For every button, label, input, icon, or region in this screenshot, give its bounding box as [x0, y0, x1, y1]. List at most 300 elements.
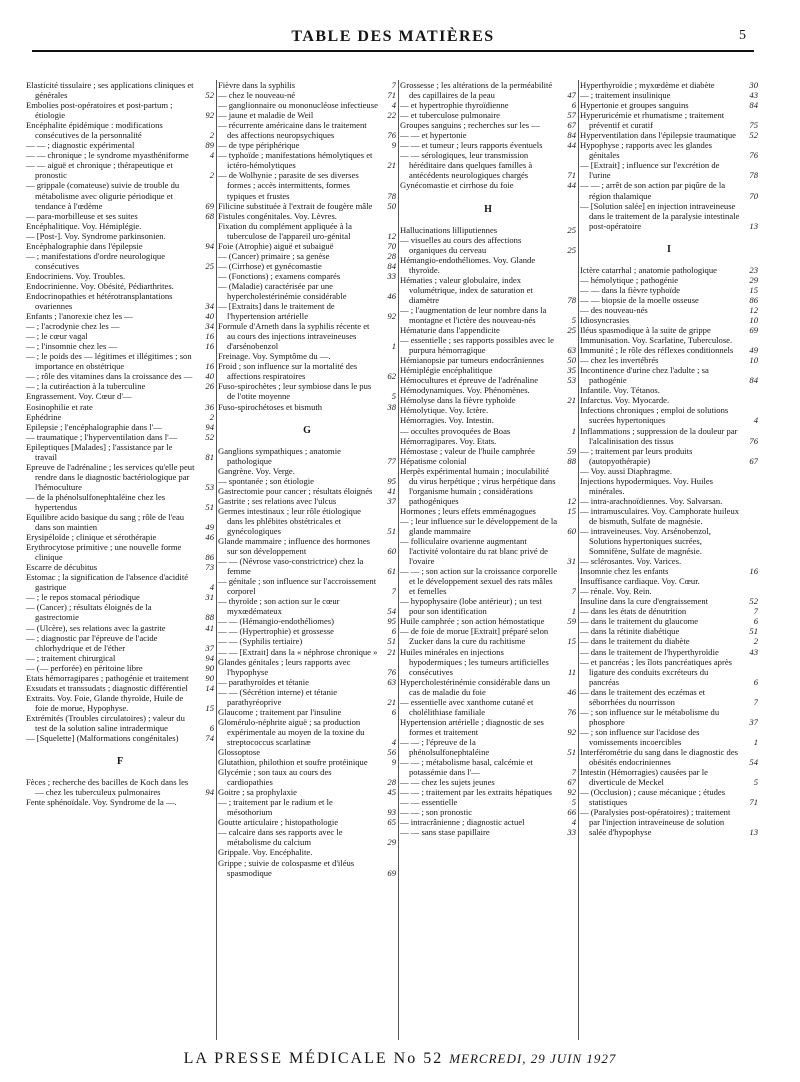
entry-term: — — essentielle — [400, 797, 458, 808]
entry-page-ref: 66 — [567, 807, 576, 818]
entry-term: — — dans la fièvre typhoïde — [580, 284, 680, 295]
entry-term: Hématies ; valeur globulaire, index volumétrique, index de saturation et diamètre — [400, 274, 533, 305]
index-entry — [218, 381, 396, 401]
index-entry — [580, 335, 758, 345]
entry-term: Endocrinienne. Voy. Obésité, Pédiarthrites. — [26, 280, 174, 291]
index-entry — [580, 140, 758, 160]
entry-page-ref: 21 — [387, 160, 396, 171]
entry-page-ref: 90 — [205, 662, 214, 673]
entry-term: Intestin (Hémorragies) causées par le diverticule de Meckel — [580, 767, 708, 788]
entry-term: Hémolytique. Voy. Ictère. — [400, 405, 489, 416]
entry-page-ref: 11 — [568, 666, 576, 677]
entry-page-ref: 44 — [567, 180, 576, 191]
entry-page-ref: 7 — [571, 767, 576, 778]
index-entry — [580, 446, 758, 466]
index-entry — [26, 633, 214, 653]
section-letter: F — [116, 756, 124, 768]
index-entry — [580, 405, 758, 425]
entry-page-ref: 37 — [205, 642, 214, 653]
entry-page-ref: 33 — [387, 270, 396, 281]
index-entry — [580, 130, 758, 140]
entry-page-ref: 2 — [209, 130, 214, 141]
entry-page-ref: 76 — [387, 130, 396, 141]
entry-page-ref: 65 — [387, 817, 396, 828]
entry-term: — — (Sécrétion interne) et tétanie parathyréoprive — [218, 686, 338, 707]
index-entry — [26, 442, 214, 462]
entry-term: — (Cancer) ; résultats éloignés de la gastrectomie — [26, 602, 152, 623]
entry-term: — [Solution salée] en injection intraveineuse dans le traitement de la paralysie intestinale post-opératoire — [580, 200, 740, 231]
entry-term: — — aiguë et chronique ; thérapeutique et pronostic — [26, 160, 173, 181]
index-entry — [218, 476, 396, 486]
entry-term: — Voy. aussi Diaphragme. — [580, 465, 672, 476]
entry-term: Hémostase ; valeur de l'huile camphrée — [400, 445, 535, 456]
entry-term: — ; traitement chirurgical — [26, 652, 116, 663]
entry-term: Hyperuricémie et rhumatisme ; traitement préventif et curatif — [580, 110, 725, 131]
entry-page-ref: 41 — [387, 485, 396, 496]
entry-term: — ; le poids des — légitimes et illégitimes ; son importance en obstétrique — [26, 351, 192, 372]
entry-page-ref: 51 — [387, 525, 396, 536]
entry-term: — (Maladie) caractérisée par une hypercholestérinémie considérable — [218, 280, 347, 301]
entry-page-ref: 74 — [205, 733, 214, 744]
index-entry — [218, 757, 396, 767]
entry-term: — — chronique ; le syndrome myasthéniforme — [26, 150, 189, 161]
entry-page-ref: 88 — [205, 612, 214, 623]
entry-page-ref: 37 — [749, 716, 758, 727]
entry-term: Escarre de décubitus — [26, 562, 98, 573]
entry-page-ref: 52 — [205, 90, 214, 101]
entry-page-ref: 2 — [209, 411, 214, 422]
entry-term: — typhoïde ; manifestations hémolytiques et ictéro-hémolytiques — [218, 150, 373, 171]
entry-term: — [Post-]. Voy. Syndrome parkinsonien. — [26, 230, 166, 241]
index-entry — [218, 150, 396, 170]
index-entry — [218, 657, 396, 677]
index-entry — [26, 331, 214, 341]
entry-term: Hyperthyroïdie ; myxœdème et diabète — [580, 80, 715, 90]
index-entry — [26, 777, 214, 797]
index-entry — [26, 432, 214, 442]
entry-page-ref: 6 — [391, 706, 396, 717]
index-entry — [580, 616, 758, 626]
entry-term: — — (Syphilis tertiaire) — [218, 636, 303, 647]
entry-page-ref: 16 — [205, 361, 214, 372]
index-entry — [400, 235, 576, 255]
entry-page-ref: 2 — [753, 636, 758, 647]
column-divider — [398, 80, 399, 1040]
entry-page-ref: 88 — [567, 455, 576, 466]
entry-page-ref: 76 — [567, 706, 576, 717]
index-entry — [218, 536, 396, 556]
entry-term: — (Ulcère), ses relations avec la gastrite — [26, 622, 166, 633]
index-entry — [218, 486, 396, 496]
index-entry — [580, 466, 758, 476]
index-entry — [580, 385, 758, 395]
entry-term: Insuline dans la cure d'engraissement — [580, 596, 709, 607]
index-entry — [400, 405, 576, 415]
entry-page-ref: 4 — [209, 582, 214, 593]
index-entry — [26, 733, 214, 743]
index-entry — [580, 80, 758, 90]
entry-page-ref: 2 — [209, 170, 214, 181]
entry-term: — — chez les sujets jeunes — [400, 777, 495, 788]
index-entry — [218, 506, 396, 536]
entry-term: — ; son influence sur l'acidose des vomissements incoercibles — [580, 726, 700, 747]
index-entry — [400, 737, 576, 757]
entry-term: Infarctus. Voy. Myocarde. — [580, 395, 670, 406]
index-entry — [26, 532, 214, 542]
entry-page-ref: 81 — [205, 451, 214, 462]
entry-page-ref: 7 — [753, 606, 758, 617]
entry-page-ref: 10 — [749, 314, 758, 325]
index-entry — [218, 170, 396, 200]
entry-term: — ; traitement par leurs produits (autopyothérapie) — [580, 445, 693, 466]
entry-term: — grippale (comateuse) suivie de trouble du métabolisme avec oligurie périodique et tendance à l'œdème — [26, 180, 180, 211]
index-entry — [400, 375, 576, 385]
entry-term: — ; rôle des vitamines dans la croissance des — — [26, 371, 193, 382]
index-entry — [218, 556, 396, 576]
entry-page-ref: 25 — [567, 325, 576, 336]
entry-page-ref: 95 — [387, 475, 396, 486]
index-entry — [580, 295, 758, 305]
index-entry — [580, 160, 758, 180]
entry-term: — de type périphérique — [218, 140, 300, 151]
entry-page-ref: 28 — [387, 250, 396, 261]
entry-page-ref: 67 — [749, 455, 758, 466]
index-entry — [218, 211, 396, 221]
index-entry — [400, 536, 576, 566]
index-entry — [26, 693, 214, 713]
index-entry — [400, 506, 576, 516]
entry-term: — [Squelette] (Malformations congénitales) — [26, 733, 179, 744]
entry-page-ref: 56 — [387, 747, 396, 757]
entry-page-ref: 12 — [567, 495, 576, 506]
entry-term: Groupes sanguins ; recherches sur les — — [400, 120, 540, 131]
entry-page-ref: 92 — [387, 311, 396, 322]
index-entry — [218, 241, 396, 251]
entry-page-ref: 4 — [391, 736, 396, 747]
index-entry — [400, 355, 576, 365]
entry-page-ref: 69 — [387, 867, 396, 878]
entry-page-ref: 21 — [387, 696, 396, 707]
entry-term: Fistules congénitales. Voy. Lèvres. — [218, 210, 337, 221]
journal-name: LA PRESSE MÉDICALE — [183, 1050, 388, 1067]
entry-term: Froid ; son influence sur la mortalité des affections respiratoires — [218, 361, 358, 382]
entry-term: Ganglions sympathiques ; anatomie pathologique — [218, 445, 341, 466]
entry-page-ref: 40 — [205, 371, 214, 382]
entry-term: Infections chroniques ; emploi de solutions sucrées hypertoniques — [580, 405, 729, 426]
entry-page-ref: 4 — [571, 817, 576, 828]
index-entry — [26, 572, 214, 592]
index-entry — [218, 120, 396, 140]
entry-term: Exsudats et transsudats ; diagnostic différentiel — [26, 682, 188, 693]
index-entry — [580, 767, 758, 787]
entry-term: Hémianopsie par tumeurs endocrâniennes — [400, 355, 544, 366]
index-entry — [400, 566, 576, 596]
entry-term: — récurrente américaine dans le traitement des affections neuropsychiques — [218, 120, 367, 141]
index-entry — [218, 596, 396, 616]
index-entry — [218, 140, 396, 150]
index-entry — [26, 391, 214, 401]
entry-term: Hépatisme colonial — [400, 455, 467, 466]
entry-term: Freinage. Voy. Symptôme du —. — [218, 351, 331, 362]
entry-page-ref: 94 — [205, 652, 214, 663]
entry-page-ref: 6 — [571, 100, 576, 111]
entry-page-ref: 34 — [205, 321, 214, 332]
entry-page-ref: 73 — [205, 562, 214, 573]
index-entry — [26, 80, 214, 100]
entry-page-ref: 9 — [391, 757, 396, 768]
index-entry — [580, 626, 758, 636]
index-entry — [580, 345, 758, 355]
entry-page-ref: 5 — [571, 314, 576, 325]
entry-page-ref: 59 — [567, 616, 576, 627]
entry-term: — dans la rétinite diabétique — [580, 626, 680, 637]
index-entry — [580, 285, 758, 295]
entry-term: Hémolyse dans la fièvre typhoïde — [400, 395, 516, 406]
entry-page-ref: 78 — [387, 190, 396, 201]
index-entry — [580, 707, 758, 727]
index-entry — [400, 647, 576, 677]
index-entry — [400, 335, 576, 355]
entry-term: Formule d'Arneth dans la syphilis récente et au cours des injections intraveineuses d'arsénobenzol — [218, 321, 370, 352]
entry-term: Hormones ; leurs effets emménagogues — [400, 505, 536, 516]
entry-term: — chez les invertébrés — [580, 355, 659, 366]
entry-term: — — ; arrêt de son action par piqûre de la région thalamique — [580, 180, 726, 201]
index-entry — [580, 787, 758, 807]
entry-page-ref: 84 — [749, 100, 758, 111]
entry-term: — ; traitement par le radium et le mésothorium — [218, 797, 333, 818]
index-entry — [400, 385, 576, 395]
index-entry — [218, 402, 396, 412]
entry-term: — para-morbilleuse et ses suites — [26, 210, 138, 221]
index-entry — [26, 321, 214, 331]
entry-page-ref: 71 — [387, 90, 396, 101]
entry-term: Epileptiques [Malades] ; l'assistance par le travail — [26, 441, 173, 462]
entry-page-ref: 52 — [205, 431, 214, 442]
entry-page-ref: 6 — [209, 723, 214, 733]
index-entry — [580, 807, 758, 837]
entry-term: Insuffisance cardiaque. Voy. Cœur. — [580, 576, 700, 587]
index-column-2 — [218, 80, 396, 1040]
entry-page-ref: 43 — [749, 90, 758, 101]
entry-term: Fixation du complément appliquée à la tuberculose de l'appareil uro-génital — [218, 220, 352, 241]
entry-page-ref: 30 — [749, 80, 758, 90]
entry-page-ref: 12 — [749, 304, 758, 315]
index-entry — [218, 858, 396, 878]
entry-term: Hémodynamiques. Voy. Phénomènes. — [400, 385, 530, 396]
entry-page-ref: 53 — [205, 481, 214, 492]
entry-term: — ; le repos stomacal périodique — [26, 592, 140, 603]
entry-term: Hypertonie et groupes sanguins — [580, 100, 689, 111]
entry-page-ref: 84 — [749, 375, 758, 386]
index-entry — [580, 687, 758, 707]
entry-term: Hypophyse ; rapports avec les glandes génitales — [580, 140, 712, 161]
index-entry — [26, 492, 214, 512]
index-entry — [26, 673, 214, 683]
entry-term: — (Cancer) primaire ; sa genèse — [218, 250, 330, 261]
entry-term: Filicine substituée à l'extrait de fougère mâle — [218, 200, 373, 211]
index-entry — [26, 271, 214, 281]
issue-date: MERCREDI, 29 JUIN 1927 — [449, 1051, 617, 1066]
entry-page-ref: 92 — [567, 726, 576, 737]
entry-term: — jaune et maladie de Weil — [218, 110, 314, 121]
index-entry — [400, 110, 576, 120]
index-entry — [26, 371, 214, 381]
entry-page-ref: 76 — [749, 435, 758, 446]
entry-page-ref: 7 — [571, 586, 576, 597]
index-entry — [218, 271, 396, 281]
index-entry — [400, 120, 576, 130]
entry-term: Encéphalite épidémique : modifications consécutives de la personnalité — [26, 120, 163, 141]
entry-term: Goitre ; sa prophylaxie — [218, 787, 297, 798]
entry-page-ref: 10 — [749, 355, 758, 366]
index-entry — [580, 586, 758, 596]
entry-page-ref: 34 — [205, 301, 214, 312]
index-entry — [26, 221, 214, 231]
index-entry — [580, 426, 758, 446]
entry-term: Ictère catarrhal ; anatomie pathologique — [580, 264, 717, 275]
index-entry — [580, 506, 758, 526]
index-entry — [580, 275, 758, 285]
index-entry — [218, 496, 396, 506]
entry-term: Erythrocytose primitive ; une nouvelle forme clinique — [26, 542, 182, 563]
entry-page-ref: 9 — [391, 140, 396, 151]
entry-term: Fuso-spirochétoses et bismuth — [218, 401, 323, 412]
index-entry — [580, 556, 758, 566]
entry-page-ref: 46 — [567, 686, 576, 697]
index-entry — [400, 626, 576, 646]
entry-term: — — (Névrose vaso-constrictrice) chez la femme — [218, 556, 364, 577]
index-entry — [218, 707, 396, 717]
index-entry — [218, 446, 396, 466]
entry-page-ref: 28 — [387, 777, 396, 788]
entry-term: — intramusculaires. Voy. Camphorate huileux de bismuth, Sulfate de magnésie. — [580, 505, 740, 526]
entry-page-ref: 50 — [567, 355, 576, 366]
index-entry — [26, 100, 214, 120]
index-entry — [26, 797, 214, 807]
entry-term: Ephédrine — [26, 411, 62, 422]
entry-page-ref: 25 — [567, 244, 576, 255]
index-entry — [218, 717, 396, 747]
entry-page-ref: 41 — [205, 622, 214, 633]
index-entry — [580, 476, 758, 496]
entry-page-ref: 31 — [205, 592, 214, 603]
entry-page-ref: 62 — [387, 371, 396, 382]
entry-term: Incontinence d'urine chez l'adulte ; sa pathogénie — [580, 365, 709, 386]
entry-page-ref: 94 — [205, 421, 214, 432]
entry-term: — essentielle avec xanthome cutané et cholélithiase familiale — [400, 696, 534, 717]
entry-term: — de foie de morue [Extrait] préparé selon Zucker dans la cure du rachitisme — [400, 626, 549, 647]
entry-page-ref: 89 — [205, 140, 214, 151]
entry-term: — [Extraits] dans le traitement de l'hypertension artérielle — [218, 301, 335, 322]
entry-page-ref: 59 — [567, 445, 576, 456]
index-entry — [400, 817, 576, 827]
entry-page-ref: 50 — [387, 200, 396, 211]
entry-page-ref: 51 — [205, 501, 214, 512]
index-entry — [26, 623, 214, 633]
entry-term: — hypophysaire (lobe antérieur) ; un test pour son identification — [400, 596, 542, 617]
entry-term: — ; leur influence sur le développement de la glande mammaire — [400, 515, 558, 536]
entry-term: Infantile. Voy. Tétanos. — [580, 385, 660, 396]
entry-term: Hypercholestérinémie considérable dans un cas de maladie du foie — [400, 676, 551, 697]
entry-page-ref: 46 — [387, 290, 396, 301]
index-entry — [400, 140, 576, 150]
page-number: 5 — [739, 28, 746, 43]
index-entry — [26, 562, 214, 572]
entry-term: Hallucinations lilliputiennes — [400, 224, 498, 235]
index-entry — [26, 402, 214, 412]
entry-page-ref: 51 — [749, 626, 758, 637]
entry-page-ref: 49 — [205, 522, 214, 533]
entry-term: Eosinophilie et rate — [26, 401, 93, 412]
entry-term: — occultes provoquées de Boas — [400, 425, 511, 436]
entry-page-ref: 68 — [205, 210, 214, 221]
entry-term: Gastrectomie pour cancer ; résultats éloignés — [218, 485, 373, 496]
entry-page-ref: 26 — [205, 381, 214, 392]
entry-page-ref: 52 — [749, 596, 758, 607]
entry-term: — parathyroïdes et tétanie — [218, 676, 309, 687]
index-entry — [580, 110, 758, 130]
index-entry — [400, 180, 576, 190]
index-entry — [26, 211, 214, 221]
entry-page-ref: 92 — [205, 110, 214, 121]
index-entry — [218, 261, 396, 271]
entry-page-ref: 43 — [749, 646, 758, 657]
entry-term: Equilibre acido basique du sang ; rôle de l'eau dans son maintien — [26, 512, 185, 533]
entry-term: — dans le traitement des eczémas et séborrhées du nourrisson — [580, 686, 706, 707]
index-entry — [400, 677, 576, 697]
index-entry — [218, 787, 396, 797]
entry-page-ref: 76 — [387, 666, 396, 677]
index-entry — [400, 225, 576, 235]
entry-term: Fente sphénoïdale. Voy. Syndrome de la —. — [26, 797, 177, 808]
entry-term: Glandes génitales ; leurs rapports avec l'hypophyse — [218, 656, 351, 677]
entry-term: Inflammations ; suppression de la douleur par l'alcalinisation des tissus — [580, 425, 738, 446]
entry-page-ref: 54 — [387, 606, 396, 617]
index-entry — [580, 496, 758, 506]
entry-page-ref: 92 — [567, 787, 576, 798]
index-entry — [400, 807, 576, 817]
column-divider — [578, 80, 579, 1040]
entry-page-ref: 4 — [209, 150, 214, 161]
entry-page-ref: 57 — [567, 110, 576, 121]
index-entry — [26, 160, 214, 180]
entry-term: Fièvre dans la syphilis — [218, 80, 296, 90]
index-entry — [580, 315, 758, 325]
entry-term: Glomérulo-néphrite aiguë ; sa production expérimentale au moyen de la toxine du streptococcus scarlatinæ — [218, 716, 365, 747]
entry-term: Hyperventilation dans l'épilepsie traumatique — [580, 130, 736, 141]
entry-term: Immunité ; le rôle des réflexes conditionnels — [580, 345, 734, 356]
entry-term: — génitale ; son influence sur l'accroissement corporel — [218, 576, 377, 597]
entry-term: — essentielle ; ses rapports possibles avec le purpura hémorragique — [400, 335, 554, 356]
index-entry — [400, 436, 576, 446]
entry-page-ref: 63 — [387, 676, 396, 687]
entry-term: Epreuve de l'adrénaline ; les services qu'elle peut rendre dans le diagnostic bactériologique par l'hémoculture — [26, 461, 195, 492]
entry-term: Estomac ; la signification de l'absence d'acidité gastrique — [26, 572, 189, 593]
index-entry — [218, 647, 396, 657]
entry-term: Immunisation. Voy. Scarlatine, Tuberculose. — [580, 335, 733, 346]
entry-term: — et pancréas ; les îlots pancréatiques après ligature des conduits excréteurs du pancréas — [580, 656, 733, 687]
entry-page-ref: 93 — [387, 807, 396, 818]
entry-term: Hématurie dans l'appendicite — [400, 325, 500, 336]
index-entry — [26, 150, 214, 160]
entry-term: — dans le traitement de l'hyperthyroïdie — [580, 646, 719, 657]
index-entry — [218, 747, 396, 757]
entry-page-ref: 35 — [567, 365, 576, 376]
index-entry — [580, 325, 758, 335]
column-divider — [216, 80, 217, 1040]
entry-term: Herpès expérimental humain ; inoculabilité du virus herpétique ; virus herpétique dans l'organisme humain ; considérations pathogéniques — [400, 465, 556, 506]
entry-term: — dans les états de dénutrition — [580, 606, 687, 617]
